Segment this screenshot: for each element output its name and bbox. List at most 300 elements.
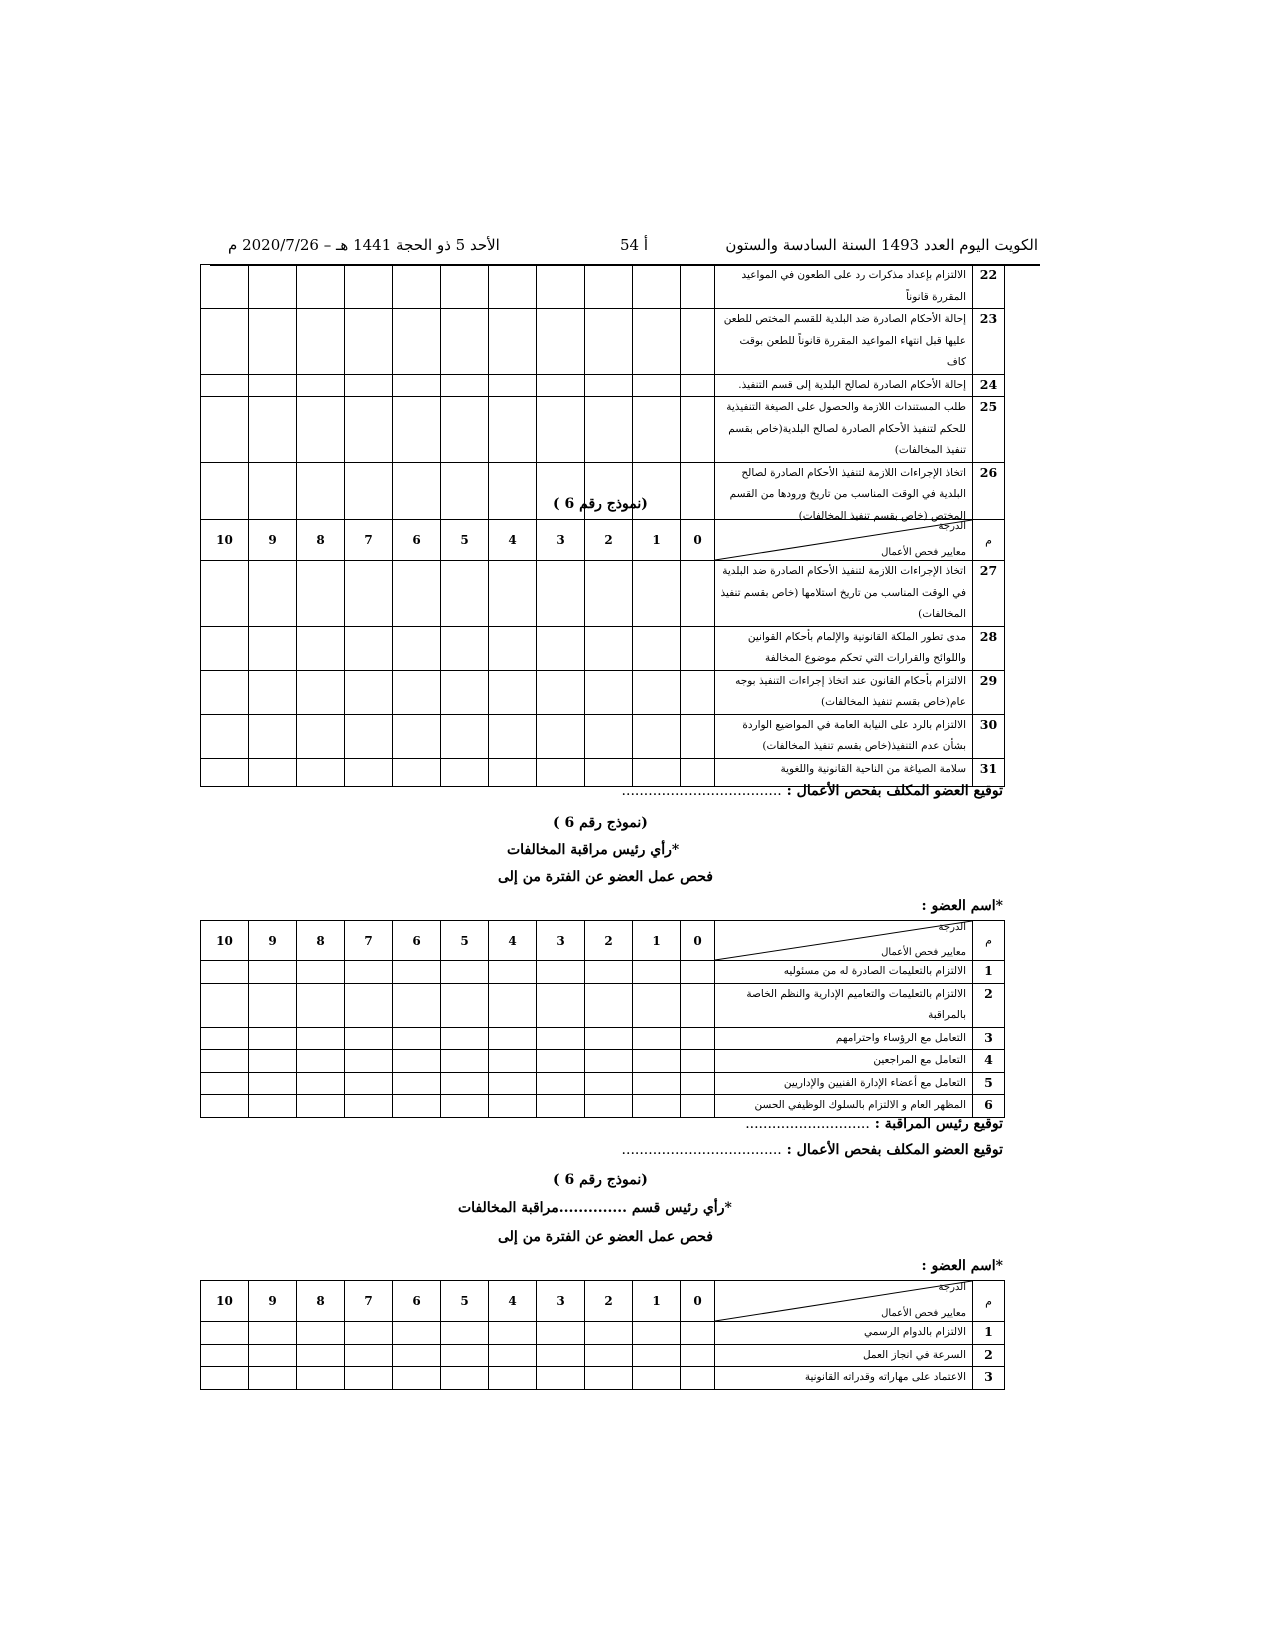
score-cell[interactable] [297,1072,345,1095]
score-cell[interactable] [633,561,681,627]
score-cell[interactable] [345,1050,393,1073]
score-cell[interactable] [585,1050,633,1073]
criteria-row [201,714,1005,758]
score-cell[interactable] [345,1027,393,1050]
score-cell[interactable] [345,626,393,670]
score-cell[interactable] [489,309,537,375]
period-heading-2: فحص عمل العضو عن الفترة من إلى [498,869,713,885]
table2-header-row [201,520,1005,561]
row-number: 22 [973,265,1005,309]
score-cell[interactable] [393,1027,441,1050]
score-cell[interactable] [681,1322,715,1345]
score-cell[interactable] [585,758,633,786]
score-header-10: 10 [201,921,249,961]
score-cell[interactable] [585,714,633,758]
score-cell[interactable] [345,1095,393,1118]
score-cell[interactable] [249,309,297,375]
score-cell[interactable] [633,1322,681,1345]
criterion-text: طلب المستندات اللازمة والحصول على الصيغة التنفيذية للحكم لتنفيذ الأحكام الصادرة لصالح البلدية(خاص بقسم تنفيذ المخالفات) [715,397,973,463]
score-cell[interactable] [489,758,537,786]
score-cell[interactable] [537,462,585,527]
score-cell[interactable] [297,983,345,1027]
score-header-10: 10 [201,1281,249,1322]
member-signature-dots-2: .................................... [621,1142,782,1158]
score-header-7: 7 [345,921,393,961]
score-cell[interactable] [585,309,633,375]
score-cell[interactable] [345,309,393,375]
score-header-0: 0 [681,1281,715,1322]
score-cell[interactable] [201,670,249,714]
score-cell[interactable] [249,462,297,527]
score-cell[interactable] [585,1095,633,1118]
score-cell[interactable] [441,1072,489,1095]
row-number: 24 [973,374,1005,397]
score-header-3: 3 [537,1281,585,1322]
score-cell[interactable] [201,961,249,984]
score-cell[interactable] [489,714,537,758]
score-cell[interactable] [393,983,441,1027]
score-cell[interactable] [201,1095,249,1118]
score-cell[interactable] [345,1367,393,1390]
score-cell[interactable] [441,462,489,527]
score-cell[interactable] [393,265,441,309]
score-cell[interactable] [297,309,345,375]
score-cell[interactable] [489,1095,537,1118]
score-cell[interactable] [681,758,715,786]
head-signature-dots: ............................ [745,1116,870,1132]
score-cell[interactable] [633,1027,681,1050]
score-cell[interactable] [393,309,441,375]
score-cell[interactable] [201,462,249,527]
score-cell[interactable] [297,561,345,627]
score-cell[interactable] [249,1050,297,1073]
score-cell[interactable] [297,961,345,984]
score-cell[interactable] [489,462,537,527]
criteria-table-form6 [200,519,1005,787]
score-cell[interactable] [489,1367,537,1390]
criteria-row [201,626,1005,670]
score-cell[interactable] [489,1344,537,1367]
score-header-4: 4 [489,921,537,961]
score-cell[interactable] [249,1027,297,1050]
criteria-row [201,1322,1005,1345]
score-cell[interactable] [489,670,537,714]
member-signature-dots: .................................... [621,783,782,799]
score-cell[interactable] [441,758,489,786]
column-index-header: م [973,921,1005,961]
score-cell[interactable] [537,374,585,397]
score-cell[interactable] [297,1027,345,1050]
grade-label: الدرجة [938,922,966,933]
score-cell[interactable] [345,670,393,714]
score-cell[interactable] [201,983,249,1027]
row-number: 2 [973,1344,1005,1367]
row-number: 29 [973,670,1005,714]
score-cell[interactable] [441,309,489,375]
score-header-3: 3 [537,520,585,561]
score-cell[interactable] [297,1344,345,1367]
score-cell[interactable] [537,309,585,375]
score-cell[interactable] [537,1344,585,1367]
score-cell[interactable] [585,961,633,984]
row-number: 6 [973,1095,1005,1118]
score-cell[interactable] [393,1367,441,1390]
criteria-row [201,670,1005,714]
score-cell[interactable] [201,758,249,786]
score-cell[interactable] [633,309,681,375]
score-cell[interactable] [441,561,489,627]
score-cell[interactable] [441,1095,489,1118]
score-cell[interactable] [633,397,681,463]
score-cell[interactable] [249,1367,297,1390]
score-cell[interactable] [249,961,297,984]
score-cell[interactable] [345,1344,393,1367]
score-cell[interactable] [633,626,681,670]
score-cell[interactable] [585,397,633,463]
score-cell[interactable] [489,397,537,463]
score-cell[interactable] [297,1322,345,1345]
score-cell[interactable] [537,561,585,627]
criterion-text: الاعتماد على مهاراته وقدراته القانونية [715,1367,973,1390]
score-cell[interactable] [537,265,585,309]
head-signature-line [745,1116,1003,1132]
score-cell[interactable] [633,670,681,714]
score-cell[interactable] [585,561,633,627]
score-cell[interactable] [345,1072,393,1095]
score-cell[interactable] [201,1072,249,1095]
score-cell[interactable] [441,626,489,670]
score-cell[interactable] [537,758,585,786]
score-cell[interactable] [489,374,537,397]
score-cell[interactable] [681,961,715,984]
score-cell[interactable] [681,397,715,463]
score-cell[interactable] [537,983,585,1027]
score-cell[interactable] [585,1322,633,1345]
head-signature-label: توقيع رئيس المراقبة : [874,1116,1003,1132]
score-cell[interactable] [297,758,345,786]
score-cell[interactable] [297,1095,345,1118]
score-cell[interactable] [489,983,537,1027]
criterion-text: الالتزام بالدوام الرسمي [715,1322,973,1345]
score-cell[interactable] [201,374,249,397]
column-index-header: م [973,520,1005,561]
score-cell[interactable] [681,1367,715,1390]
score-cell[interactable] [393,1095,441,1118]
header-issue: الكويت اليوم العدد 1493 السنة السادسة والستون [725,236,1038,254]
score-cell[interactable] [249,1095,297,1118]
score-cell[interactable] [345,462,393,527]
score-cell[interactable] [345,265,393,309]
score-cell[interactable] [585,1344,633,1367]
score-cell[interactable] [537,1050,585,1073]
score-header-2: 2 [585,1281,633,1322]
score-cell[interactable] [633,1095,681,1118]
score-cell[interactable] [633,961,681,984]
score-cell[interactable] [249,374,297,397]
score-cell[interactable] [489,561,537,627]
opinion-heading-3: *رأي رئيس قسم ..............مراقبة المخالفات [458,1200,732,1216]
score-cell[interactable] [249,758,297,786]
score-cell[interactable] [633,462,681,527]
criteria-row [201,374,1005,397]
row-number: 5 [973,1072,1005,1095]
score-cell[interactable] [297,374,345,397]
score-cell[interactable] [249,1322,297,1345]
criteria-label: معايير فحص الأعمال [881,947,966,958]
score-cell[interactable] [585,374,633,397]
criterion-text: إحالة الأحكام الصادرة لصالح البلدية إلى قسم التنفيذ. [715,374,973,397]
score-header-10: 10 [201,520,249,561]
criteria-label: معايير فحص الأعمال [881,1308,966,1319]
criterion-text: الالتزام بإعداد مذكرات رد على الطعون في المواعيد المقررة قانوناً [715,265,973,309]
criteria-table-continued [200,264,1005,527]
attendance-criteria-table [200,1280,1005,1390]
score-header-7: 7 [345,520,393,561]
header-date: الأحد 5 ذو الحجة 1441 هـ – 2020/7/26 م [228,236,500,254]
criteria-row [201,1072,1005,1095]
score-cell[interactable] [393,758,441,786]
score-cell[interactable] [201,1367,249,1390]
score-cell[interactable] [441,1050,489,1073]
score-cell[interactable] [681,714,715,758]
score-cell[interactable] [585,1027,633,1050]
score-cell[interactable] [345,758,393,786]
score-cell[interactable] [441,374,489,397]
score-cell[interactable] [345,374,393,397]
score-cell[interactable] [201,714,249,758]
criterion-text: التعامل مع المراجعين [715,1050,973,1073]
score-cell[interactable] [393,1072,441,1095]
score-cell[interactable] [489,1322,537,1345]
criteria-row [201,983,1005,1027]
criterion-text: الالتزام بأحكام القانون عند اتخاذ إجراءات التنفيذ بوجه عام(خاص بقسم تنفيذ المخالفات) [715,670,973,714]
score-cell[interactable] [681,1072,715,1095]
score-cell[interactable] [537,626,585,670]
score-cell[interactable] [537,1027,585,1050]
score-cell[interactable] [297,265,345,309]
score-cell[interactable] [441,1027,489,1050]
score-cell[interactable] [585,1072,633,1095]
score-cell[interactable] [489,1050,537,1073]
criterion-text: اتخاذ الإجراءات اللازمة لتنفيذ الأحكام الصادرة ضد البلدية في الوقت المناسب من تاريخ استلامها (خاص بقسم تنفيذ المخالفات) [715,561,973,627]
opinion-heading-2: *رأي رئيس مراقبة المخالفات [507,842,680,858]
score-cell[interactable] [249,1344,297,1367]
criteria-grade-header [715,921,973,961]
score-cell[interactable] [681,561,715,627]
score-cell[interactable] [297,714,345,758]
score-cell[interactable] [633,1072,681,1095]
score-cell[interactable] [249,626,297,670]
score-cell[interactable] [537,1072,585,1095]
criteria-row [201,265,1005,309]
score-cell[interactable] [393,961,441,984]
criteria-row [201,961,1005,984]
score-cell[interactable] [489,626,537,670]
score-cell[interactable] [441,670,489,714]
score-cell[interactable] [441,1322,489,1345]
score-cell[interactable] [249,983,297,1027]
score-cell[interactable] [201,1050,249,1073]
score-cell[interactable] [345,561,393,627]
score-cell[interactable] [393,1344,441,1367]
score-cell[interactable] [441,714,489,758]
score-cell[interactable] [297,397,345,463]
score-cell[interactable] [585,265,633,309]
score-header-0: 0 [681,921,715,961]
score-header-4: 4 [489,1281,537,1322]
score-cell[interactable] [393,1322,441,1345]
score-cell[interactable] [537,961,585,984]
score-cell[interactable] [489,1027,537,1050]
score-cell[interactable] [297,1050,345,1073]
score-cell[interactable] [489,961,537,984]
score-cell[interactable] [537,1322,585,1345]
score-cell[interactable] [681,309,715,375]
criteria-row [201,561,1005,627]
score-cell[interactable] [201,561,249,627]
criteria-row [201,1344,1005,1367]
score-cell[interactable] [345,714,393,758]
score-cell[interactable] [633,1344,681,1367]
score-cell[interactable] [681,1050,715,1073]
score-cell[interactable] [585,626,633,670]
row-number: 3 [973,1367,1005,1390]
score-cell[interactable] [201,309,249,375]
score-cell[interactable] [441,961,489,984]
row-number: 3 [973,1027,1005,1050]
score-cell[interactable] [201,265,249,309]
score-cell[interactable] [681,374,715,397]
score-cell[interactable] [681,1344,715,1367]
criterion-text: اتخاذ الإجراءات اللازمة لتنفيذ الأحكام الصادرة لصالح البلدية في الوقت المناسب من تاريخ ورودها من القسم المختص (خاص بقسم تنفيذ المخالفات) [715,462,973,527]
criteria-row [201,1027,1005,1050]
criterion-text: إحالة الأحكام الصادرة ضد البلدية للقسم المختص للطعن عليها قبل انتهاء المواعيد المقررة قانوناً للطعن بوقت كاف [715,309,973,375]
score-header-0: 0 [681,520,715,561]
criteria-row [201,462,1005,527]
score-cell[interactable] [393,714,441,758]
score-cell[interactable] [201,1322,249,1345]
form-caption-1: (نموذج رقم 6 ) [553,496,648,512]
score-cell[interactable] [633,758,681,786]
score-cell[interactable] [441,1367,489,1390]
score-cell[interactable] [441,983,489,1027]
score-header-7: 7 [345,1281,393,1322]
score-cell[interactable] [249,397,297,463]
score-cell[interactable] [633,265,681,309]
score-cell[interactable] [633,983,681,1027]
table4-header-row [201,1281,1005,1322]
score-cell[interactable] [633,374,681,397]
score-cell[interactable] [585,670,633,714]
score-cell[interactable] [297,462,345,527]
member-name-label-2: *اسم العضو : [921,898,1003,914]
criteria-row [201,397,1005,463]
score-cell[interactable] [393,1050,441,1073]
score-header-6: 6 [393,921,441,961]
score-cell[interactable] [537,1367,585,1390]
grade-label: الدرجة [938,1282,966,1293]
score-cell[interactable] [489,265,537,309]
score-cell[interactable] [441,397,489,463]
criterion-text: الالتزام بالتعليمات الصادرة له من مسئوليه [715,961,973,984]
score-header-6: 6 [393,520,441,561]
score-cell[interactable] [681,626,715,670]
score-cell[interactable] [633,1050,681,1073]
score-cell[interactable] [681,1095,715,1118]
score-cell[interactable] [393,670,441,714]
score-cell[interactable] [345,983,393,1027]
score-cell[interactable] [249,1072,297,1095]
score-cell[interactable] [249,670,297,714]
score-cell[interactable] [345,961,393,984]
form-caption-3: (نموذج رقم 6 ) [553,1172,648,1188]
score-cell[interactable] [201,1027,249,1050]
criterion-text: الالتزام بالتعليمات والتعاميم الإدارية والنظم الخاصة بالمراقبة [715,983,973,1027]
criterion-text: التعامل مع أعضاء الإدارة الفنيين والإداريين [715,1072,973,1095]
score-cell[interactable] [393,626,441,670]
row-number: 23 [973,309,1005,375]
score-cell[interactable] [393,561,441,627]
score-cell[interactable] [201,397,249,463]
score-cell[interactable] [537,397,585,463]
score-cell[interactable] [681,1027,715,1050]
score-cell[interactable] [681,983,715,1027]
score-cell[interactable] [297,626,345,670]
row-number: 1 [973,1322,1005,1345]
score-cell[interactable] [537,714,585,758]
score-cell[interactable] [681,265,715,309]
score-cell[interactable] [633,1367,681,1390]
header-page-number: أ 54 [620,236,649,254]
score-cell[interactable] [201,1344,249,1367]
criterion-text: السرعة في انجاز العمل [715,1344,973,1367]
form-caption-2: (نموذج رقم 6 ) [553,815,648,831]
score-header-5: 5 [441,921,489,961]
score-cell[interactable] [585,462,633,527]
score-cell[interactable] [297,1367,345,1390]
score-cell[interactable] [345,1322,393,1345]
score-cell[interactable] [441,1344,489,1367]
score-cell[interactable] [681,670,715,714]
score-cell[interactable] [393,462,441,527]
score-cell[interactable] [249,265,297,309]
criteria-row [201,758,1005,786]
score-cell[interactable] [681,462,715,527]
score-cell[interactable] [393,374,441,397]
score-cell[interactable] [201,626,249,670]
column-index-header: م [973,1281,1005,1322]
score-header-4: 4 [489,520,537,561]
score-cell[interactable] [489,1072,537,1095]
score-cell[interactable] [441,265,489,309]
score-cell[interactable] [633,714,681,758]
criteria-row [201,1050,1005,1073]
score-cell[interactable] [585,1367,633,1390]
score-cell[interactable] [249,561,297,627]
criterion-text: مدى تطور الملكة القانونية والإلمام بأحكام القوانين واللوائح والقرارات التي تحكم موضوع المخالفة [715,626,973,670]
score-cell[interactable] [249,714,297,758]
criteria-grade-header [715,520,973,561]
score-cell[interactable] [345,397,393,463]
criterion-text: سلامة الصياغة من الناحية القانونية واللغوية [715,758,973,786]
score-cell[interactable] [537,670,585,714]
score-header-3: 3 [537,921,585,961]
score-cell[interactable] [297,670,345,714]
score-cell[interactable] [585,983,633,1027]
score-header-1: 1 [633,520,681,561]
score-cell[interactable] [393,397,441,463]
score-cell[interactable] [537,1095,585,1118]
